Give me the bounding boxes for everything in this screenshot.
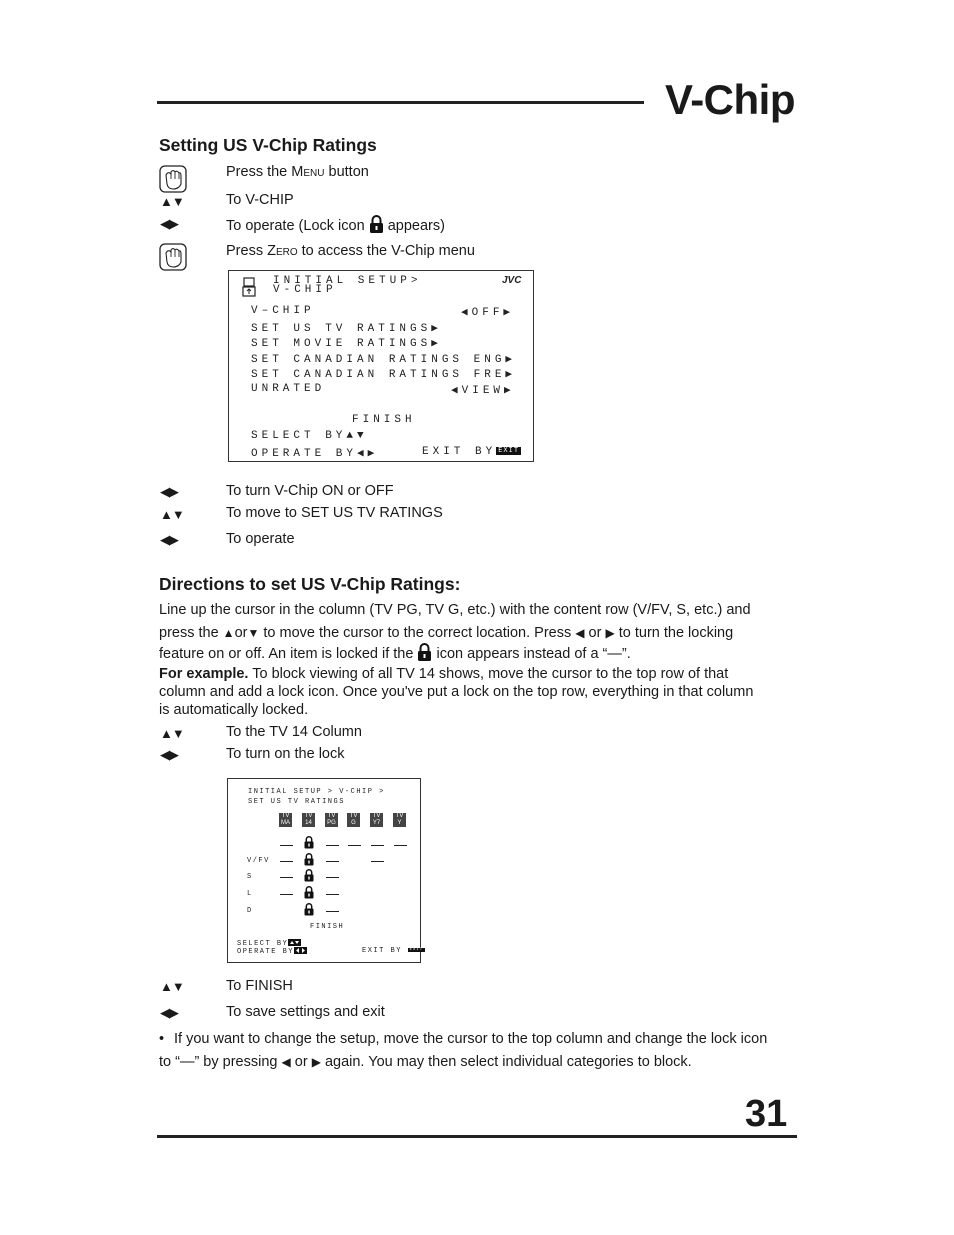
rating-col-tv-14[interactable]: TV 14	[302, 813, 315, 827]
rating-col-tv-ma[interactable]: TV MA	[281, 813, 290, 826]
left-right-key-icon	[294, 947, 307, 954]
step-turn-on-lock: To turn on the lock	[226, 746, 345, 762]
header-rule	[157, 101, 644, 104]
unlocked-dash[interactable]	[280, 861, 293, 862]
lock-icon	[369, 215, 384, 234]
rating-col-tv-g[interactable]: TV G	[347, 813, 360, 827]
lock-icon[interactable]	[304, 886, 314, 899]
note-line-1: If you want to change the setup, move the cursor to the top column and change the lock icon	[174, 1031, 768, 1047]
step-press-menu: Press the Menu button	[226, 164, 369, 180]
note-bullet: •	[159, 1031, 165, 1047]
exit-key: EXIT	[498, 447, 520, 456]
unlocked-dash[interactable]	[280, 845, 293, 846]
menu-operate-hint: OPERATE BY◀▶	[251, 448, 379, 460]
unlocked-dash[interactable]	[280, 877, 293, 878]
menu2-title: SET US TV RATINGS	[248, 798, 345, 806]
exit-key: EXIT	[409, 948, 424, 953]
step-turn-vchip: To turn V-Chip ON or OFF	[226, 483, 394, 499]
unlocked-dash[interactable]	[326, 911, 339, 912]
example-line-2: column and add a lock icon. Once you've put a lock on the top row, everything in that column	[159, 684, 754, 700]
lock-icon	[417, 643, 432, 662]
example-line-3: is automatically locked.	[159, 702, 309, 718]
unlocked-dash[interactable]	[326, 845, 339, 846]
menu-row-unrated-value[interactable]: ◀VIEW▶	[451, 385, 515, 397]
step-save-exit: To save settings and exit	[226, 1004, 385, 1020]
row-label-vfv: V/FV	[247, 857, 270, 865]
menu-finish[interactable]: FINISH	[352, 414, 416, 426]
unlocked-dash[interactable]	[326, 877, 339, 878]
step-to-vchip: To V-CHIP	[226, 192, 294, 208]
menu-row-set-movie[interactable]: SET MOVIE RATINGS▶	[251, 338, 442, 350]
menu-setup-icon	[241, 277, 257, 297]
step-to-finish: To FINISH	[226, 978, 293, 994]
menu2-exit-hint: EXIT BY EXIT	[362, 947, 424, 955]
step-move-set-us: To move to SET US TV RATINGS	[226, 505, 443, 521]
row-label-s: S	[247, 873, 253, 881]
hand-press-icon	[159, 165, 187, 193]
unlocked-dash[interactable]	[348, 845, 361, 846]
directions-line-1: Line up the cursor in the column (TV PG, TV G, etc.) with the content row (V/FV, S, etc.) and	[159, 602, 751, 618]
lock-icon[interactable]	[304, 869, 314, 882]
footer-rule	[157, 1135, 797, 1138]
rating-col-tv-y[interactable]: TV Y	[393, 813, 406, 827]
unlocked-dash[interactable]	[326, 861, 339, 862]
menu-row-unrated[interactable]: UNRATED	[251, 383, 326, 395]
menu-row-vchip[interactable]: V–CHIP	[251, 305, 315, 317]
menu-path-vchip: V-CHIP	[273, 284, 337, 296]
menu-row-set-us-tv[interactable]: SET US TV RATINGS▶	[251, 323, 442, 335]
menu-select-hint: SELECT BY▲▼	[251, 430, 368, 442]
example-line-1: For example. To block viewing of all TV 14 shows, move the cursor to the top row of that	[159, 666, 729, 682]
up-down-arrows-icon: ▲▼	[160, 726, 184, 741]
vchip-menu-screen	[228, 270, 534, 462]
menu-path-initial-setup: INITIAL SETUP>	[273, 275, 422, 287]
left-right-arrows-icon: ◀▶	[160, 532, 178, 547]
note-line-2: to “—” by pressing ◀ or ▶ again. You may then select individual categories to block.	[159, 1054, 692, 1070]
left-right-arrows-icon: ◀▶	[160, 747, 178, 762]
unlocked-dash[interactable]	[280, 894, 293, 895]
lock-icon[interactable]	[304, 853, 314, 866]
step-to-operate: To operate	[226, 531, 295, 547]
menu-row-canadian-fre[interactable]: SET CANADIAN RATINGS FRE▶	[251, 369, 517, 381]
lock-icon[interactable]	[304, 836, 314, 849]
unlocked-dash[interactable]	[371, 861, 384, 862]
section-heading-directions: Directions to set US V-Chip Ratings:	[159, 574, 461, 594]
menu2-operate-hint: OPERATE BY	[237, 947, 307, 956]
up-down-arrows-icon: ▲▼	[160, 507, 184, 522]
page-title: V-Chip	[665, 76, 795, 123]
menu2-select-hint: SELECT BY	[237, 939, 301, 948]
menu-exit-hint: EXIT BY EXIT	[422, 446, 520, 458]
menu-row-canadian-eng[interactable]: SET CANADIAN RATINGS ENG▶	[251, 354, 517, 366]
section-heading-setting: Setting US V-Chip Ratings	[159, 135, 377, 155]
row-label-l: L	[247, 890, 253, 898]
menu2-finish[interactable]: FINISH	[310, 923, 345, 931]
rating-col-tv-y7[interactable]: TV Y7	[370, 813, 383, 827]
hand-press-icon	[159, 243, 187, 271]
us-tv-ratings-screen	[227, 778, 424, 963]
directions-line-3: feature on or off. An item is locked if the icon appears instead of a “—”.	[159, 643, 631, 662]
menu-row-vchip-value[interactable]: ◀OFF▶	[461, 307, 515, 319]
step-press-zero: Press Zero to access the V-Chip menu	[226, 243, 475, 259]
row-label-d: D	[247, 907, 253, 915]
page-number: 31	[745, 1093, 788, 1135]
unlocked-dash[interactable]	[326, 894, 339, 895]
menu2-path: INITIAL SETUP > V-CHIP >	[248, 788, 385, 796]
unlocked-dash[interactable]	[394, 845, 407, 846]
step-operate-lock: To operate (Lock icon appears)	[226, 215, 445, 234]
up-down-arrows-icon: ▲▼	[160, 979, 184, 994]
jvc-logo: JVC	[502, 275, 522, 286]
directions-line-2: press the ▲or▼ to move the cursor to the correct location. Press ◀ or ▶ to turn the locking	[159, 625, 734, 641]
unlocked-dash[interactable]	[371, 845, 384, 846]
lock-icon[interactable]	[304, 903, 314, 916]
left-right-arrows-icon: ◀▶	[160, 216, 178, 231]
step-tv14-column: To the TV 14 Column	[226, 724, 362, 740]
rating-col-tv-pg[interactable]: TV PG	[325, 813, 338, 827]
left-right-arrows-icon: ◀▶	[160, 484, 178, 499]
left-right-arrows-icon: ◀▶	[160, 1005, 178, 1020]
up-down-key-icon	[288, 939, 301, 946]
up-down-arrows-icon: ▲▼	[160, 194, 184, 209]
